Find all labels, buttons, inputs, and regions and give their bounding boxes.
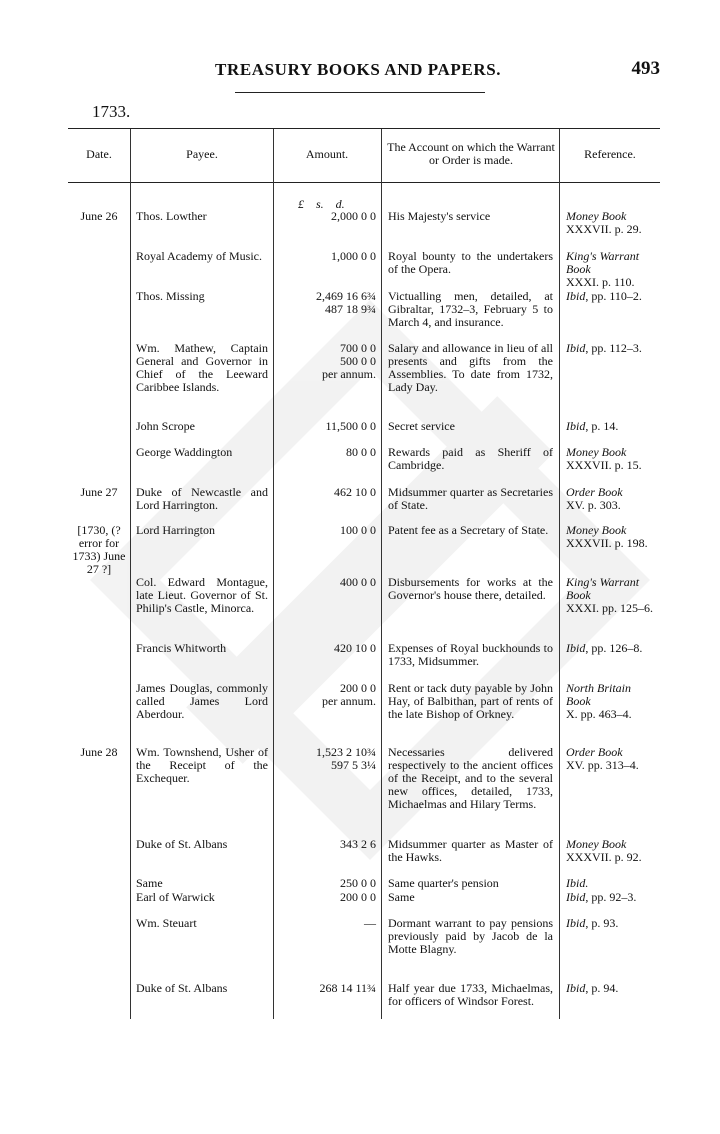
row-amount: 200 0 0 [340,890,376,904]
row-amount: 268 14 11¾ [319,981,376,995]
row-reference: Ibid. [566,876,589,890]
row-account: Victualling men, detailed, at Gibraltar, 1732–3, February 5 to March 4, and insurance. [388,289,553,329]
row-account: Same quarter's pension [388,876,499,890]
row-date: June 26 [80,209,118,223]
header-rule [235,92,485,93]
row-reference: Ibid, p. 94. [566,981,619,995]
row-reference: Ibid, p. 14. [566,419,619,433]
row-payee: Wm. Townshend, Usher of the Receipt of the Exchequer. [136,745,268,785]
row-account: Secret service [388,419,455,433]
row-reference: Ibid, pp. 110–2. [566,289,642,303]
row-reference: King's Warrant Book XXXI. pp. 125–6. [566,575,653,615]
row-reference: Money Book XXXVII. p. 15. [566,445,642,472]
row-amount: 462 10 0 [334,485,376,499]
year-label: 1733. [92,102,131,121]
row-amount: 11,500 0 0 [325,419,376,433]
row-payee: Wm. Mathew, Captain General and Governor in Chief of the Leeward Caribbee Islands. [136,341,268,394]
column-divider [381,129,382,1019]
row-payee: Wm. Steuart [136,916,197,930]
row-date: [1730, (? error for 1733) June 27 ?] [72,523,126,576]
row-reference: Ibid, pp. 112–3. [566,341,642,355]
column-header-reference: Reference. [584,147,636,161]
row-amount: 343 2 6 [340,837,376,851]
row-account: Same [388,890,415,904]
page-number: 493 [631,58,660,79]
row-payee: Francis Whitworth [136,641,227,655]
row-account: His Majesty's service [388,209,491,223]
column-divider [130,129,131,1019]
row-account: Patent fee as a Secretary of State. [388,523,549,537]
row-account: Royal bounty to the undertakers of the Opera. [388,249,553,276]
row-account: Disbursements for works at the Governor's house there, detailed. [388,575,553,602]
row-amount: 2,469 16 6¾ 487 18 9¾ [316,289,376,316]
running-title: TREASURY BOOKS AND PAPERS. [215,60,502,79]
row-amount: 100 0 0 [340,523,376,537]
page-header [0,58,720,88]
row-reference: Money Book XXXVII. p. 92. [566,837,642,864]
row-account: Rewards paid as Sheriff of Cambridge. [388,445,553,472]
row-account: Dormant warrant to pay pensions previously paid by Jacob de la Motte Blagny. [388,916,553,956]
row-amount: 700 0 0 500 0 0 per annum. [322,341,376,381]
column-header-date: Date. [86,147,112,161]
row-payee: John Scrope [136,419,195,433]
row-amount: –– [364,916,376,930]
row-payee: Duke of St. Albans [136,837,228,851]
row-date: June 27 [80,485,118,499]
row-payee: Thos. Lowther [136,209,207,223]
row-account: Salary and allowance in lieu of all presents and gifts from the Assemblies. To date from 1732, Lady Day. [388,341,553,394]
row-account: Midsummer quarter as Master of the Hawks. [388,837,553,864]
currency-pounds: £ [298,197,304,211]
currency-pence: d. [335,197,345,211]
row-reference: Ibid, pp. 92–3. [566,890,637,904]
row-amount: 420 10 0 [334,641,376,655]
row-amount: 200 0 0 per annum. [322,681,376,708]
row-amount: 400 0 0 [340,575,376,589]
row-reference: King's Warrant Book XXXI. p. 110. [566,249,640,289]
column-header-amount: Amount. [305,147,349,161]
row-reference: Order Book XV. pp. 313–4. [566,745,639,772]
column-divider [273,129,274,1019]
row-payee: Col. Edward Montague, late Lieut. Governor of St. Philip's Castle, Minorca. [136,575,268,615]
row-payee: Duke of Newcastle and Lord Harrington. [136,485,268,512]
row-reference: Ibid, pp. 126–8. [566,641,643,655]
row-amount: 1,000 0 0 [331,249,376,263]
row-payee: Earl of Warwick [136,890,215,904]
row-amount: 80 0 0 [346,445,376,459]
row-reference: Order Book XV. p. 303. [566,485,623,512]
column-divider [559,129,560,1019]
row-payee: James Douglas, commonly called James Lord Aberdour. [136,681,268,721]
row-account: Rent or tack duty payable by John Hay, of Balbithan, part of rents of the late Bishop of Orkney. [388,681,553,721]
row-account: Half year due 1733, Michaelmas, for officers of Windsor Forest. [388,981,553,1008]
row-payee: Thos. Missing [136,289,205,303]
row-reference: North Britain Book X. pp. 463–4. [566,681,632,721]
row-account: Necessaries delivered respectively to the ancient offices of the Receipt, and to the several new offices, detailed, 1733, Michaelmas and Hilary Terms. [388,745,553,811]
row-amount: 250 0 0 [340,876,376,890]
row-reference: Money Book XXXVII. p. 198. [566,523,648,550]
row-reference: Money Book XXXVII. p. 29. [566,209,642,236]
row-amount: 2,000 0 0 [331,209,376,223]
table-top-rule [68,128,660,129]
row-reference: Ibid, p. 93. [566,916,619,930]
row-payee: Royal Academy of Music. [136,249,262,263]
row-payee: Same [136,876,163,890]
row-payee: George Waddington [136,445,233,459]
row-account: Expenses of Royal buckhounds to 1733, Midsummer. [388,641,553,668]
column-header-account: The Account on which the Warrant or Order is made. [387,140,555,167]
row-date: June 28 [80,745,118,759]
column-header-payee: Payee. [186,147,218,161]
currency-shillings: s. [316,197,324,211]
row-payee: Lord Harrington [136,523,215,537]
table-head-rule [68,182,660,183]
row-amount: 1,523 2 10¾ 597 5 3¼ [316,745,376,772]
row-account: Midsummer quarter as Secretaries of State. [388,485,553,512]
row-payee: Duke of St. Albans [136,981,228,995]
